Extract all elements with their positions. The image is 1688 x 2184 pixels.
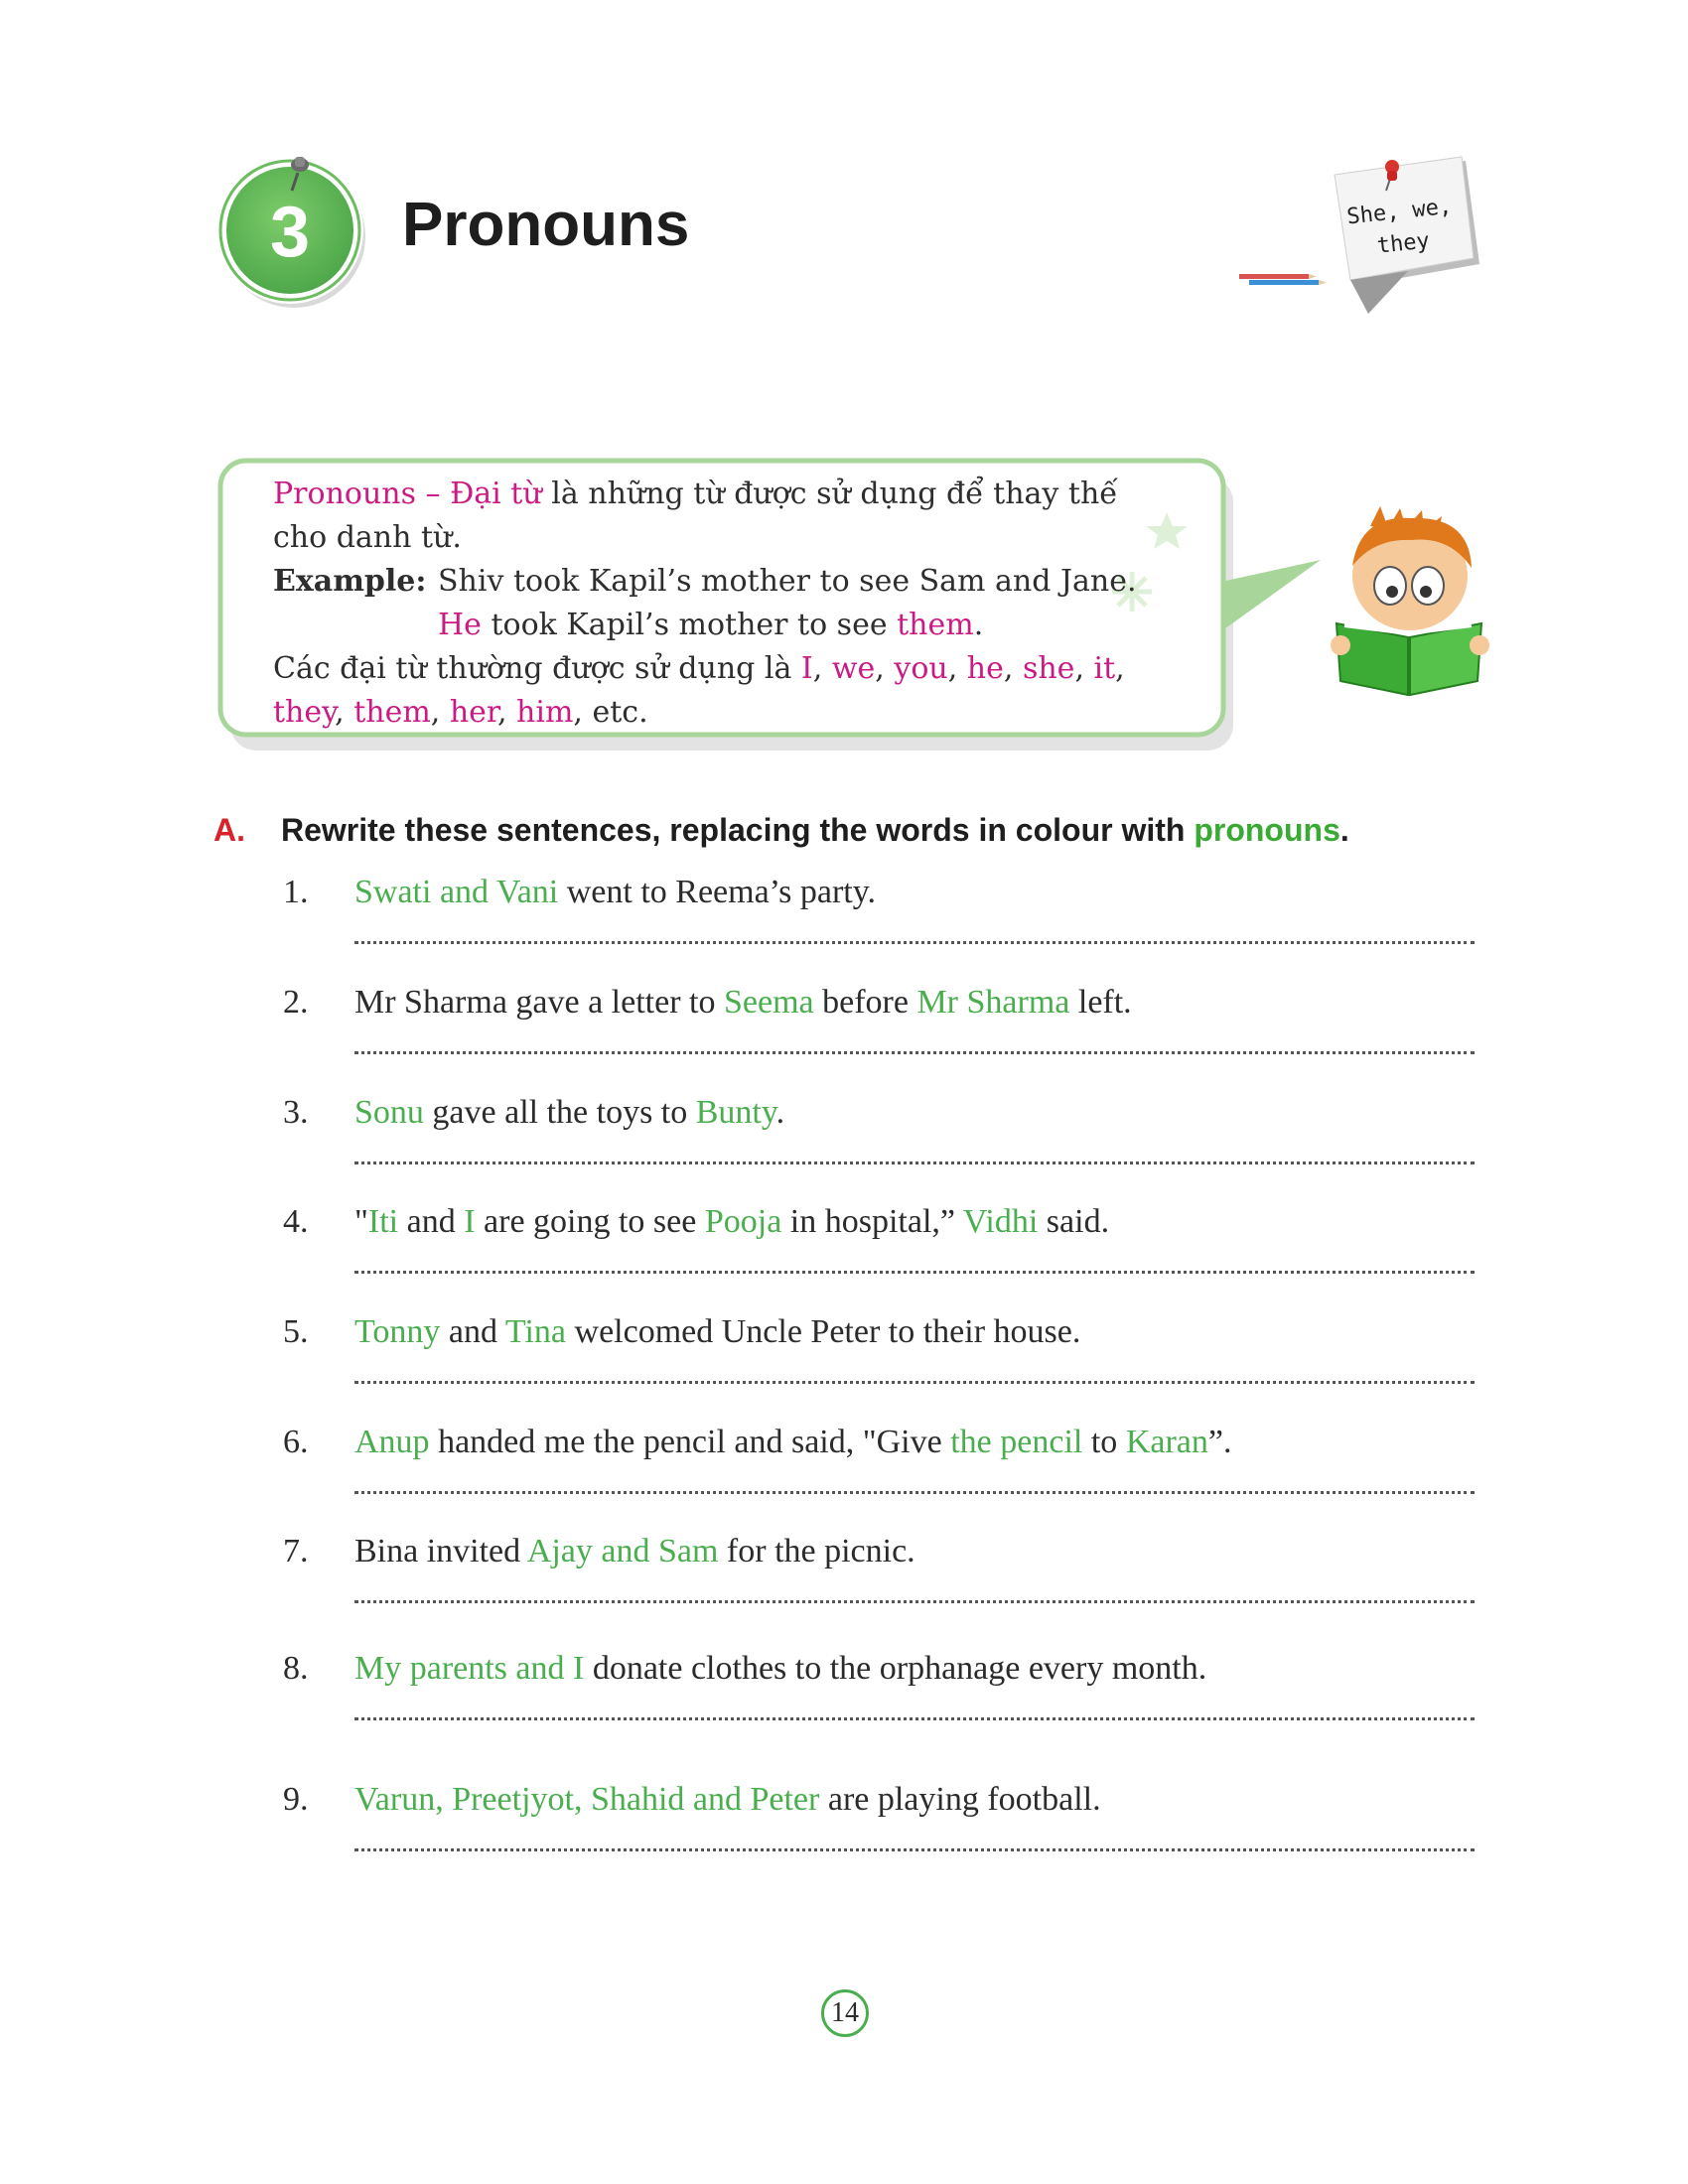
example-line-1: [273, 560, 1167, 604]
item-sentence: [354, 1094, 784, 1132]
item-sentence: [354, 1313, 1080, 1351]
example-label: Example:: [273, 564, 427, 599]
common-pronoun: it: [1093, 651, 1116, 686]
sentence-text: before: [813, 984, 917, 1021]
item-sentence: [354, 874, 876, 911]
common-pronoun: I: [800, 651, 813, 686]
sentence-text: are playing football.: [819, 1781, 1101, 1818]
highlighted-words: Vidhi: [962, 1203, 1039, 1240]
highlighted-words: Ajay and Sam: [526, 1533, 719, 1570]
answer-line[interactable]: [354, 1271, 1475, 1274]
exercise-heading: [213, 812, 1349, 849]
item-sentence: [354, 1781, 1101, 1819]
page-title: Pronouns: [402, 191, 690, 259]
common-pronoun: them: [353, 695, 431, 730]
highlighted-words: Iti: [367, 1203, 399, 1240]
answer-line[interactable]: [354, 1848, 1475, 1851]
example-end: .: [973, 608, 984, 642]
example-pronoun-1: He: [438, 608, 482, 642]
common-pronoun-list: I, we, you, he, she, it, they, them, her, him: [273, 651, 1125, 730]
sentence-text: for the picnic.: [718, 1533, 915, 1570]
highlighted-words: Swati and Vani: [354, 874, 559, 910]
info-text: [273, 473, 1167, 735]
common-pronoun: he: [966, 651, 1004, 686]
common-pronoun: him: [516, 695, 574, 730]
answer-line[interactable]: [354, 1161, 1475, 1164]
chapter-number: 3: [269, 193, 311, 272]
highlighted-words: Sonu: [354, 1094, 424, 1131]
example-line-2: [273, 604, 1167, 647]
sentence-text: .: [775, 1094, 785, 1131]
example-sentence: Shiv took Kapil’s mother to see Sam and Jane.: [438, 564, 1137, 599]
sentence-text: left.: [1069, 984, 1132, 1021]
definition: [273, 473, 1167, 560]
definition-term: Pronouns – Đại từ: [273, 477, 542, 511]
sentence-text: and: [398, 1203, 465, 1240]
definition-rest: là những từ được sử dụng để thay thế cho danh từ.: [273, 477, 1118, 555]
item-sentence: [354, 1650, 1206, 1688]
sentence-text: ": [354, 1203, 368, 1240]
highlighted-words: Varun, Preetjyot, Shahid and Peter: [354, 1781, 820, 1818]
common-pronoun: we: [831, 651, 876, 686]
item-number: 5.: [283, 1313, 309, 1350]
sentence-text: gave all the toys to: [423, 1094, 696, 1131]
answer-line[interactable]: [354, 1381, 1475, 1384]
sentence-text: ”.: [1207, 1424, 1232, 1460]
sentence-text: Bina invited: [354, 1533, 527, 1570]
item-sentence: [354, 984, 1132, 1022]
sentence-text: in hospital,”: [781, 1203, 963, 1240]
sentence-text: welcomed Uncle Peter to their house.: [566, 1313, 1081, 1350]
exercise-letter: A.: [213, 812, 245, 848]
item-number: 6.: [283, 1424, 309, 1460]
instruction-keyword: pronouns: [1194, 812, 1340, 848]
sentence-text: said.: [1038, 1203, 1110, 1240]
item-number: 1.: [283, 874, 309, 910]
sentence-text: Mr Sharma gave a letter to: [354, 984, 724, 1021]
item-sentence: [354, 1203, 1109, 1241]
common-end: , etc.: [573, 695, 648, 730]
highlighted-words: I: [464, 1203, 476, 1240]
highlighted-words: Tina: [504, 1313, 567, 1350]
answer-line[interactable]: [354, 941, 1475, 944]
item-number: 9.: [283, 1781, 309, 1818]
answer-line[interactable]: [354, 1717, 1475, 1720]
highlighted-words: Bunty: [695, 1094, 776, 1131]
common-pronoun: they: [273, 695, 336, 730]
highlighted-words: My parents and I: [354, 1650, 585, 1687]
common-pronoun: you: [894, 651, 948, 686]
boy-reading-illustration: [1331, 506, 1494, 700]
note-line-2: they: [1375, 228, 1431, 259]
sticky-note-illustration: [1239, 147, 1487, 316]
answer-line[interactable]: [354, 1491, 1475, 1494]
sentence-text: to: [1082, 1424, 1126, 1460]
instruction-end: .: [1339, 812, 1349, 848]
item-sentence: [354, 1533, 915, 1570]
common-pronoun: she: [1022, 651, 1075, 686]
page-number: 14: [821, 1989, 869, 2037]
item-number: 4.: [283, 1203, 309, 1240]
sentence-text: and: [440, 1313, 505, 1350]
pencils-icon: [1239, 274, 1327, 285]
highlighted-words: Anup: [354, 1424, 430, 1460]
highlighted-words: Mr Sharma: [916, 984, 1070, 1021]
sentence-text: went to Reema’s party.: [558, 874, 877, 910]
highlighted-words: the pencil: [950, 1424, 1083, 1460]
chapter-number-badge: [212, 151, 369, 308]
example-mid: took Kapil’s mother to see: [481, 608, 898, 642]
item-number: 8.: [283, 1650, 309, 1687]
answer-line[interactable]: [354, 1051, 1475, 1054]
highlighted-words: Tonny: [354, 1313, 441, 1350]
common-pronoun: her: [449, 695, 497, 730]
highlighted-words: Seema: [723, 984, 814, 1021]
highlighted-words: Karan: [1125, 1424, 1208, 1460]
sentence-text: handed me the pencil and said, "Give: [429, 1424, 951, 1460]
answer-line[interactable]: [354, 1600, 1475, 1603]
instruction-text: Rewrite these sentences, replacing the words in colour with: [281, 812, 1195, 848]
item-number: 7.: [283, 1533, 309, 1570]
sentence-text: are going to see: [475, 1203, 705, 1240]
highlighted-words: Pooja: [704, 1203, 782, 1240]
note-line-1: She, we,: [1345, 194, 1454, 230]
common-intro: Các đại từ thường được sử dụng là: [273, 651, 801, 686]
sentence-text: donate clothes to the orphanage every month.: [584, 1650, 1207, 1687]
item-sentence: [354, 1424, 1231, 1461]
item-number: 2.: [283, 984, 309, 1021]
common-pronouns: [273, 647, 1167, 735]
example-pronoun-2: them: [897, 608, 974, 642]
item-number: 3.: [283, 1094, 309, 1131]
